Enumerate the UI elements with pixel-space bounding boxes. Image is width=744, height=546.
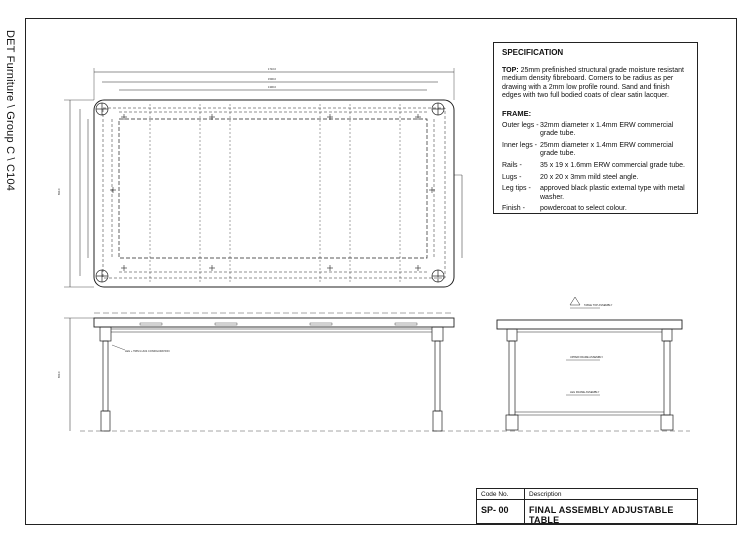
spec-top-text: [502, 67, 689, 101]
front-labels: [57, 349, 170, 378]
side-view: [470, 297, 690, 431]
spec-title: SPECIFICATION: [502, 48, 564, 57]
front-view: [64, 313, 470, 431]
note-side-mid: UPPER FRAME ASSEMBLY: [570, 356, 604, 359]
spec-row-outer-legs: [502, 122, 689, 139]
spec-frame-title: FRAME:: [502, 108, 532, 118]
specification-box: [493, 42, 698, 214]
spec-row-lugs: [502, 174, 689, 183]
spec-row-finish: [502, 205, 689, 214]
spec-top-label: TOP:: [502, 66, 519, 74]
spec-row-value: approved black plastic external type with metal washer.: [540, 185, 685, 201]
code-label: Code No.: [481, 491, 509, 498]
spec-row-value: 20 x 20 x 3mm mild steel angle.: [540, 173, 639, 181]
spec-row-leg-tips: [502, 185, 689, 202]
dim-depth: 690.0: [58, 188, 61, 195]
plan-view: [64, 68, 462, 287]
spec-row-key: Lugs -: [502, 173, 522, 181]
dim-overall: 1710.0: [268, 68, 276, 71]
code-number: SP- 00: [481, 505, 509, 515]
spec-row-key: Rails -: [502, 161, 522, 169]
side-label-text: DET Furniture \ Group C \ C104: [4, 30, 16, 192]
spec-row-key: Outer legs -: [502, 121, 539, 129]
spec-row-key: Inner legs -: [502, 141, 538, 149]
note-front-leg: LEG + TRIM LUGS CONFIGURATION: [125, 350, 170, 353]
spec-row-value: 32mm diameter x 1.4mm ERW commercial grade tube.: [540, 121, 674, 138]
spec-row-key: Leg tips -: [502, 185, 531, 193]
description-text: FINAL ASSEMBLY ADJUSTABLE TABLE: [529, 505, 674, 525]
spec-row-rails: [502, 162, 689, 171]
spec-row-key: Finish -: [502, 205, 525, 213]
spec-row-value: 25mm diameter x 1.4mm ERW commercial grade tube.: [540, 141, 674, 158]
note-side-top: TABLE TOP ASSEMBLY: [584, 304, 613, 307]
title-block-divider: [524, 489, 525, 523]
note-side-low: LEG FRAME ASSEMBLY: [570, 391, 600, 394]
plan-dimension-labels: [57, 67, 276, 195]
dim-inner1: 1500.0: [268, 78, 276, 81]
spec-row-value: powdercoat to select colour.: [540, 205, 627, 213]
dim-inner2: 1300.0: [268, 86, 276, 89]
dim-height: 650.0: [58, 371, 61, 378]
title-block: [476, 488, 698, 524]
side-labels: [570, 303, 613, 394]
title-block-divider: [477, 499, 697, 500]
description-label: Description: [529, 491, 562, 498]
spec-row-inner-legs: [502, 142, 689, 159]
spec-row-value: 35 x 19 x 1.6mm ERW commercial grade tube.: [540, 161, 685, 169]
spec-top-body: 25mm prefinished structural grade moisture resistant medium density fibreboard. Corners to be radius as per drawing with a 2mm low profile round. Sand and finish edges with two full bodied coats of clear satin lacquer.: [502, 66, 684, 100]
